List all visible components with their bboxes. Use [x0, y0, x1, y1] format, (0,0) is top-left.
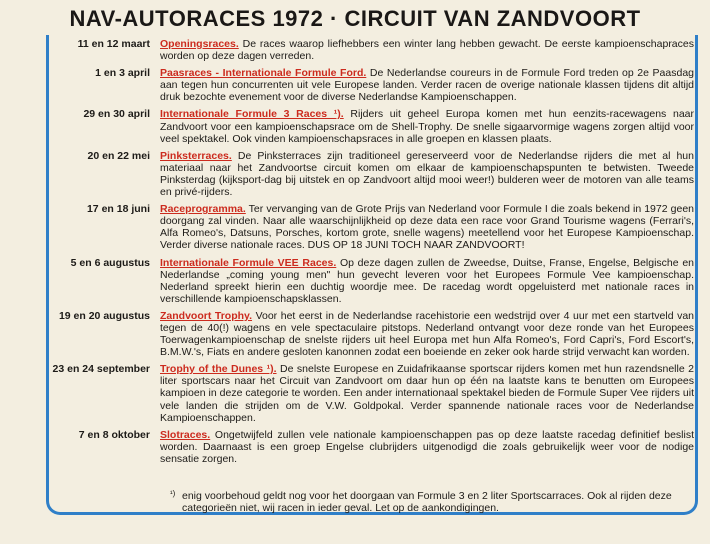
event-row — [0, 429, 704, 465]
event-title: Openingsraces. — [160, 38, 239, 50]
event-date: 7 en 8 oktober — [78, 428, 150, 441]
event-text — [160, 38, 694, 62]
event-row — [0, 203, 704, 251]
event-text — [160, 108, 694, 144]
event-description: Ongetwijfeld zullen vele nationale kampioenschappen pas op deze laatste racedag definitief beslist worden. Daarnaast is een groep Engelse clubrijders uitgenodigd die zoals gebruikelijk weer voor de nodige sensatie zorgen. — [160, 428, 694, 465]
event-row — [0, 67, 704, 103]
event-date: 19 en 20 augustus — [58, 309, 150, 322]
event-title: Zandvoort Trophy. — [160, 309, 253, 322]
event-text — [160, 150, 694, 198]
event-row — [0, 363, 704, 423]
event-date: 17 en 18 juni — [86, 203, 150, 216]
event-row — [0, 150, 704, 198]
event-date: 29 en 30 april — [83, 108, 150, 121]
event-description: Rijders uit geheel Europa komen met hun eenzits-racewagens naar Zandvoort voor een kampioenschapsrace om de Shell-Trophy. De snelle sigaarvormige wagens zorgen altijd voor veel spektakel. Ook vinden kampioenschapsraces in alle groepen en klassen plaats. — [160, 108, 694, 145]
event-text — [160, 310, 694, 358]
event-row — [0, 108, 704, 144]
event-date: 5 en 6 augustus — [70, 256, 150, 269]
event-text — [160, 257, 694, 305]
event-text — [160, 203, 694, 251]
event-title: Raceprogramma. — [160, 203, 246, 216]
footnote-mark: ¹) — [170, 489, 176, 498]
event-description: De Pinksterraces zijn traditioneel gereserveerd voor de Nederlandse rijders die met al hun materiaal naar het Zandvoortse circuit komen om elkaar de kampioenschapspunten te betwisten. Tweede Pinksterdag (kijksport-dag bij uitstek en op Zandvoort altijd mooi weer!) bulderen weer de motoren van alle teams en privé-rijders. — [160, 149, 694, 199]
event-text — [160, 429, 694, 465]
event-text — [160, 363, 694, 423]
event-date: 20 en 22 mei — [87, 149, 150, 162]
event-date: 11 en 12 maart — [77, 38, 150, 50]
event-row — [0, 257, 704, 305]
footnote-text: enig voorbehoud geldt nog voor het doorgaan van Formule 3 en 2 liter Sportscarraces. Ook al rijden deze categorieën niet, wij racen in ieder geval. Let op de aankondigingen. — [182, 490, 672, 515]
event-title: Internationale Formule 3 Races ¹). — [160, 108, 344, 121]
event-description: Voor het eerst in de Nederlandse racehistorie een wedstrijd over 4 uur met een startveld van tegen de 40(!) wagens en vele spectaculaire pitstops. Nederland ontvangt voor deze ronde van het Europees Toerwagenkampioenschap de snelste rijders uit heel Europa met hun Alfa Romeo's, Ford Capri's, Ford Escort's, B.M.W.'s, Fiats en andere gesloten kanonnen zodat een boeiende en zeker ook harde strijd verwacht kan worden. — [160, 309, 695, 359]
event-row — [0, 38, 704, 62]
event-title: Internationale Formule VEE Races. — [160, 256, 337, 269]
event-title: Slotraces. — [160, 428, 211, 441]
event-description: Op deze dagen zullen de Zweedse, Duitse, Franse, Engelse, Belgische en Nederlandse „coming young men" hun gevecht leveren voor het Europees Formule Vee kampioenschap. Nederland spreekt hierin een duchtig woordje mee. De racedag wordt opgeluisterd met nationale races in verschillende kampioenschapsklassen. — [160, 256, 695, 305]
event-text — [160, 67, 694, 103]
event-description: Ter vervanging van de Grote Prijs van Nederland voor Formule I die zoals bekend in 1972 geen doorgang zal vinden. Naar alle waarschijnlijkheid op deze data een race voor Grand Tourisme wagens (Ferrari's, Alfa Romeo's, Datsuns, Porsches, kortom grote, snelle wagens) meetellend voor het Europese Kampioenschap. Verder diverse nationale races. DUS OP 18 JUNI TOCH NAAR ZANDVOORT! — [160, 203, 694, 252]
event-description: De snelste Europese en Zuidafrikaanse sportscar rijders komen met hun razendsnelle 2 liter sportscars naar het Circuit van Zandvoort om daar hun op één na laatste kans te benutten om Europees kampioen in deze categorie te worden. Een ander internationaal spektakel bieden de Formule Super Vee rijders uit vele landen die strijden om de V.W. Goldpokal. Verder spannende nationale races voor de Nederlandse Kampioenschappen. — [160, 363, 694, 424]
event-date: 23 en 24 september — [52, 363, 150, 376]
page-title: NAV-AUTORACES 1972 · CIRCUIT VAN ZANDVOORT — [69, 6, 641, 31]
footnote — [170, 490, 692, 514]
event-title: Paasraces - Internationale Formule Ford. — [160, 67, 367, 80]
event-description: De Nederlandse coureurs in de Formule Ford treden op 2e Paasdag aan tegen hun concurrenten uit vele Europese landen. Verder racen de overige nationale klassen tijdens dit altijd druk bezochte evenement voor de diverse Nederlandse Kampioenschappen. — [160, 67, 694, 104]
event-list — [0, 38, 704, 465]
event-title: Pinksterraces. — [160, 149, 232, 162]
event-date: 1 en 3 april — [95, 67, 150, 80]
event-row — [0, 310, 704, 358]
event-description: De races waarop liefhebbers een winter lang hebben gewacht. De eerste kampioenschapraces worden op deze dagen verreden. — [160, 38, 694, 63]
event-title: Trophy of the Dunes ¹). — [160, 363, 277, 376]
